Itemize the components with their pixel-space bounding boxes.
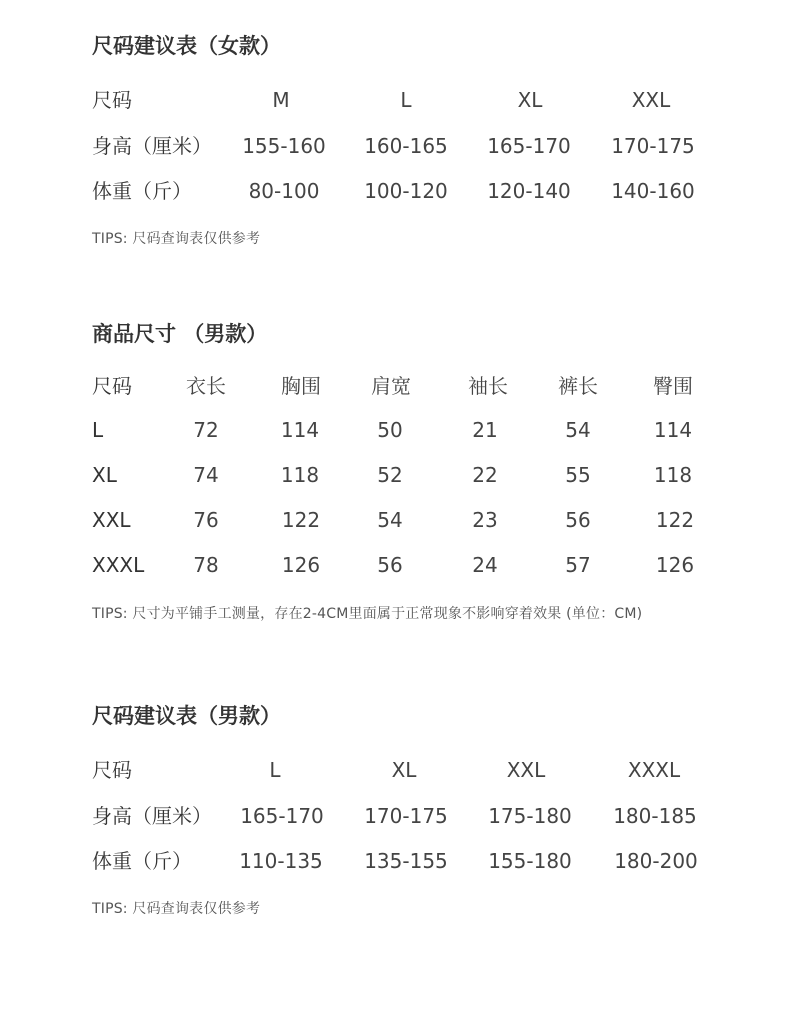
table-cell: 尺码 (92, 374, 132, 398)
table-cell: 54 (377, 508, 403, 532)
table-cell: 52 (377, 463, 403, 487)
table-cell: 170-175 (364, 804, 448, 828)
table-cell: 76 (193, 508, 219, 532)
table-cell: 160-165 (364, 134, 448, 158)
table-row (0, 415, 790, 445)
section-title: 尺码建议表（男款） (92, 704, 281, 728)
table-cell: M (272, 88, 290, 112)
table-cell: 56 (377, 553, 403, 577)
table-cell: 57 (565, 553, 591, 577)
table-cell: 54 (565, 418, 591, 442)
table-cell: 74 (193, 463, 219, 487)
table-cell: XL (391, 758, 417, 782)
table-cell: 袖长 (468, 374, 508, 398)
table-cell: 身高（厘米） (92, 804, 212, 828)
table-cell: XXXL (627, 758, 681, 782)
table-cell: 80-100 (248, 179, 320, 203)
table-row (0, 801, 790, 831)
table-cell: 体重（斤） (92, 849, 192, 873)
table-cell: L (400, 88, 412, 112)
table-cell: 身高（厘米） (92, 134, 212, 158)
table-cell: 122 (655, 508, 695, 532)
table-cell: 126 (655, 553, 695, 577)
table-cell: 165-170 (487, 134, 571, 158)
table-cell: XL (517, 88, 543, 112)
table-cell: 100-120 (364, 179, 448, 203)
table-cell: 118 (653, 463, 693, 487)
table-cell: 175-180 (488, 804, 572, 828)
tips-note: TIPS: 尺码查询表仅供参考 (92, 231, 261, 247)
table-row (0, 371, 790, 401)
table-cell: 23 (472, 508, 498, 532)
table-cell: 180-200 (614, 849, 698, 873)
table-cell: 118 (280, 463, 320, 487)
table-row (0, 85, 790, 115)
table-cell: 体重（斤） (92, 179, 192, 203)
table-cell: 114 (280, 418, 320, 442)
table-cell: L (92, 418, 104, 442)
table-row (0, 131, 790, 161)
table-cell: 155-180 (488, 849, 572, 873)
table-cell: 55 (565, 463, 591, 487)
table-cell: 78 (193, 553, 219, 577)
tips-note: TIPS: 尺寸为平铺手工测量，存在2-4CM里面属于正常现象不影响穿着效果 (单位：CM) (92, 606, 643, 622)
table-cell: 120-140 (487, 179, 571, 203)
table-row (0, 460, 790, 490)
table-cell: 114 (653, 418, 693, 442)
table-cell: 170-175 (611, 134, 695, 158)
table-cell: 126 (281, 553, 321, 577)
table-cell: 尺码 (92, 88, 132, 112)
table-cell: 180-185 (613, 804, 697, 828)
table-cell: XXL (631, 88, 671, 112)
table-cell: XXL (92, 508, 131, 532)
table-row (0, 505, 790, 535)
section-title: 尺码建议表（女款） (92, 34, 281, 58)
table-row (0, 755, 790, 785)
table-row (0, 550, 790, 580)
table-cell: 165-170 (240, 804, 324, 828)
table-cell: 72 (193, 418, 219, 442)
table-cell: 155-160 (242, 134, 326, 158)
table-cell: 胸围 (281, 374, 321, 398)
table-cell: 肩宽 (371, 374, 411, 398)
table-cell: 22 (472, 463, 498, 487)
tips-note: TIPS: 尺码查询表仅供参考 (92, 901, 261, 917)
table-cell: XXL (506, 758, 546, 782)
table-cell: 110-135 (239, 849, 323, 873)
table-cell: 122 (281, 508, 321, 532)
table-cell: 135-155 (364, 849, 448, 873)
table-cell: 50 (377, 418, 403, 442)
table-cell: 臀围 (653, 374, 693, 398)
table-cell: 裤长 (558, 374, 598, 398)
table-row (0, 846, 790, 876)
table-row (0, 176, 790, 206)
table-cell: 尺码 (92, 758, 132, 782)
table-cell: L (269, 758, 281, 782)
table-cell: XXXL (92, 553, 145, 577)
table-cell: 56 (565, 508, 591, 532)
table-cell: 衣长 (186, 374, 226, 398)
table-cell: XL (92, 463, 117, 487)
table-cell: 140-160 (611, 179, 695, 203)
table-cell: 21 (472, 418, 498, 442)
table-cell: 24 (472, 553, 498, 577)
section-title: 商品尺寸 （男款） (92, 322, 268, 346)
